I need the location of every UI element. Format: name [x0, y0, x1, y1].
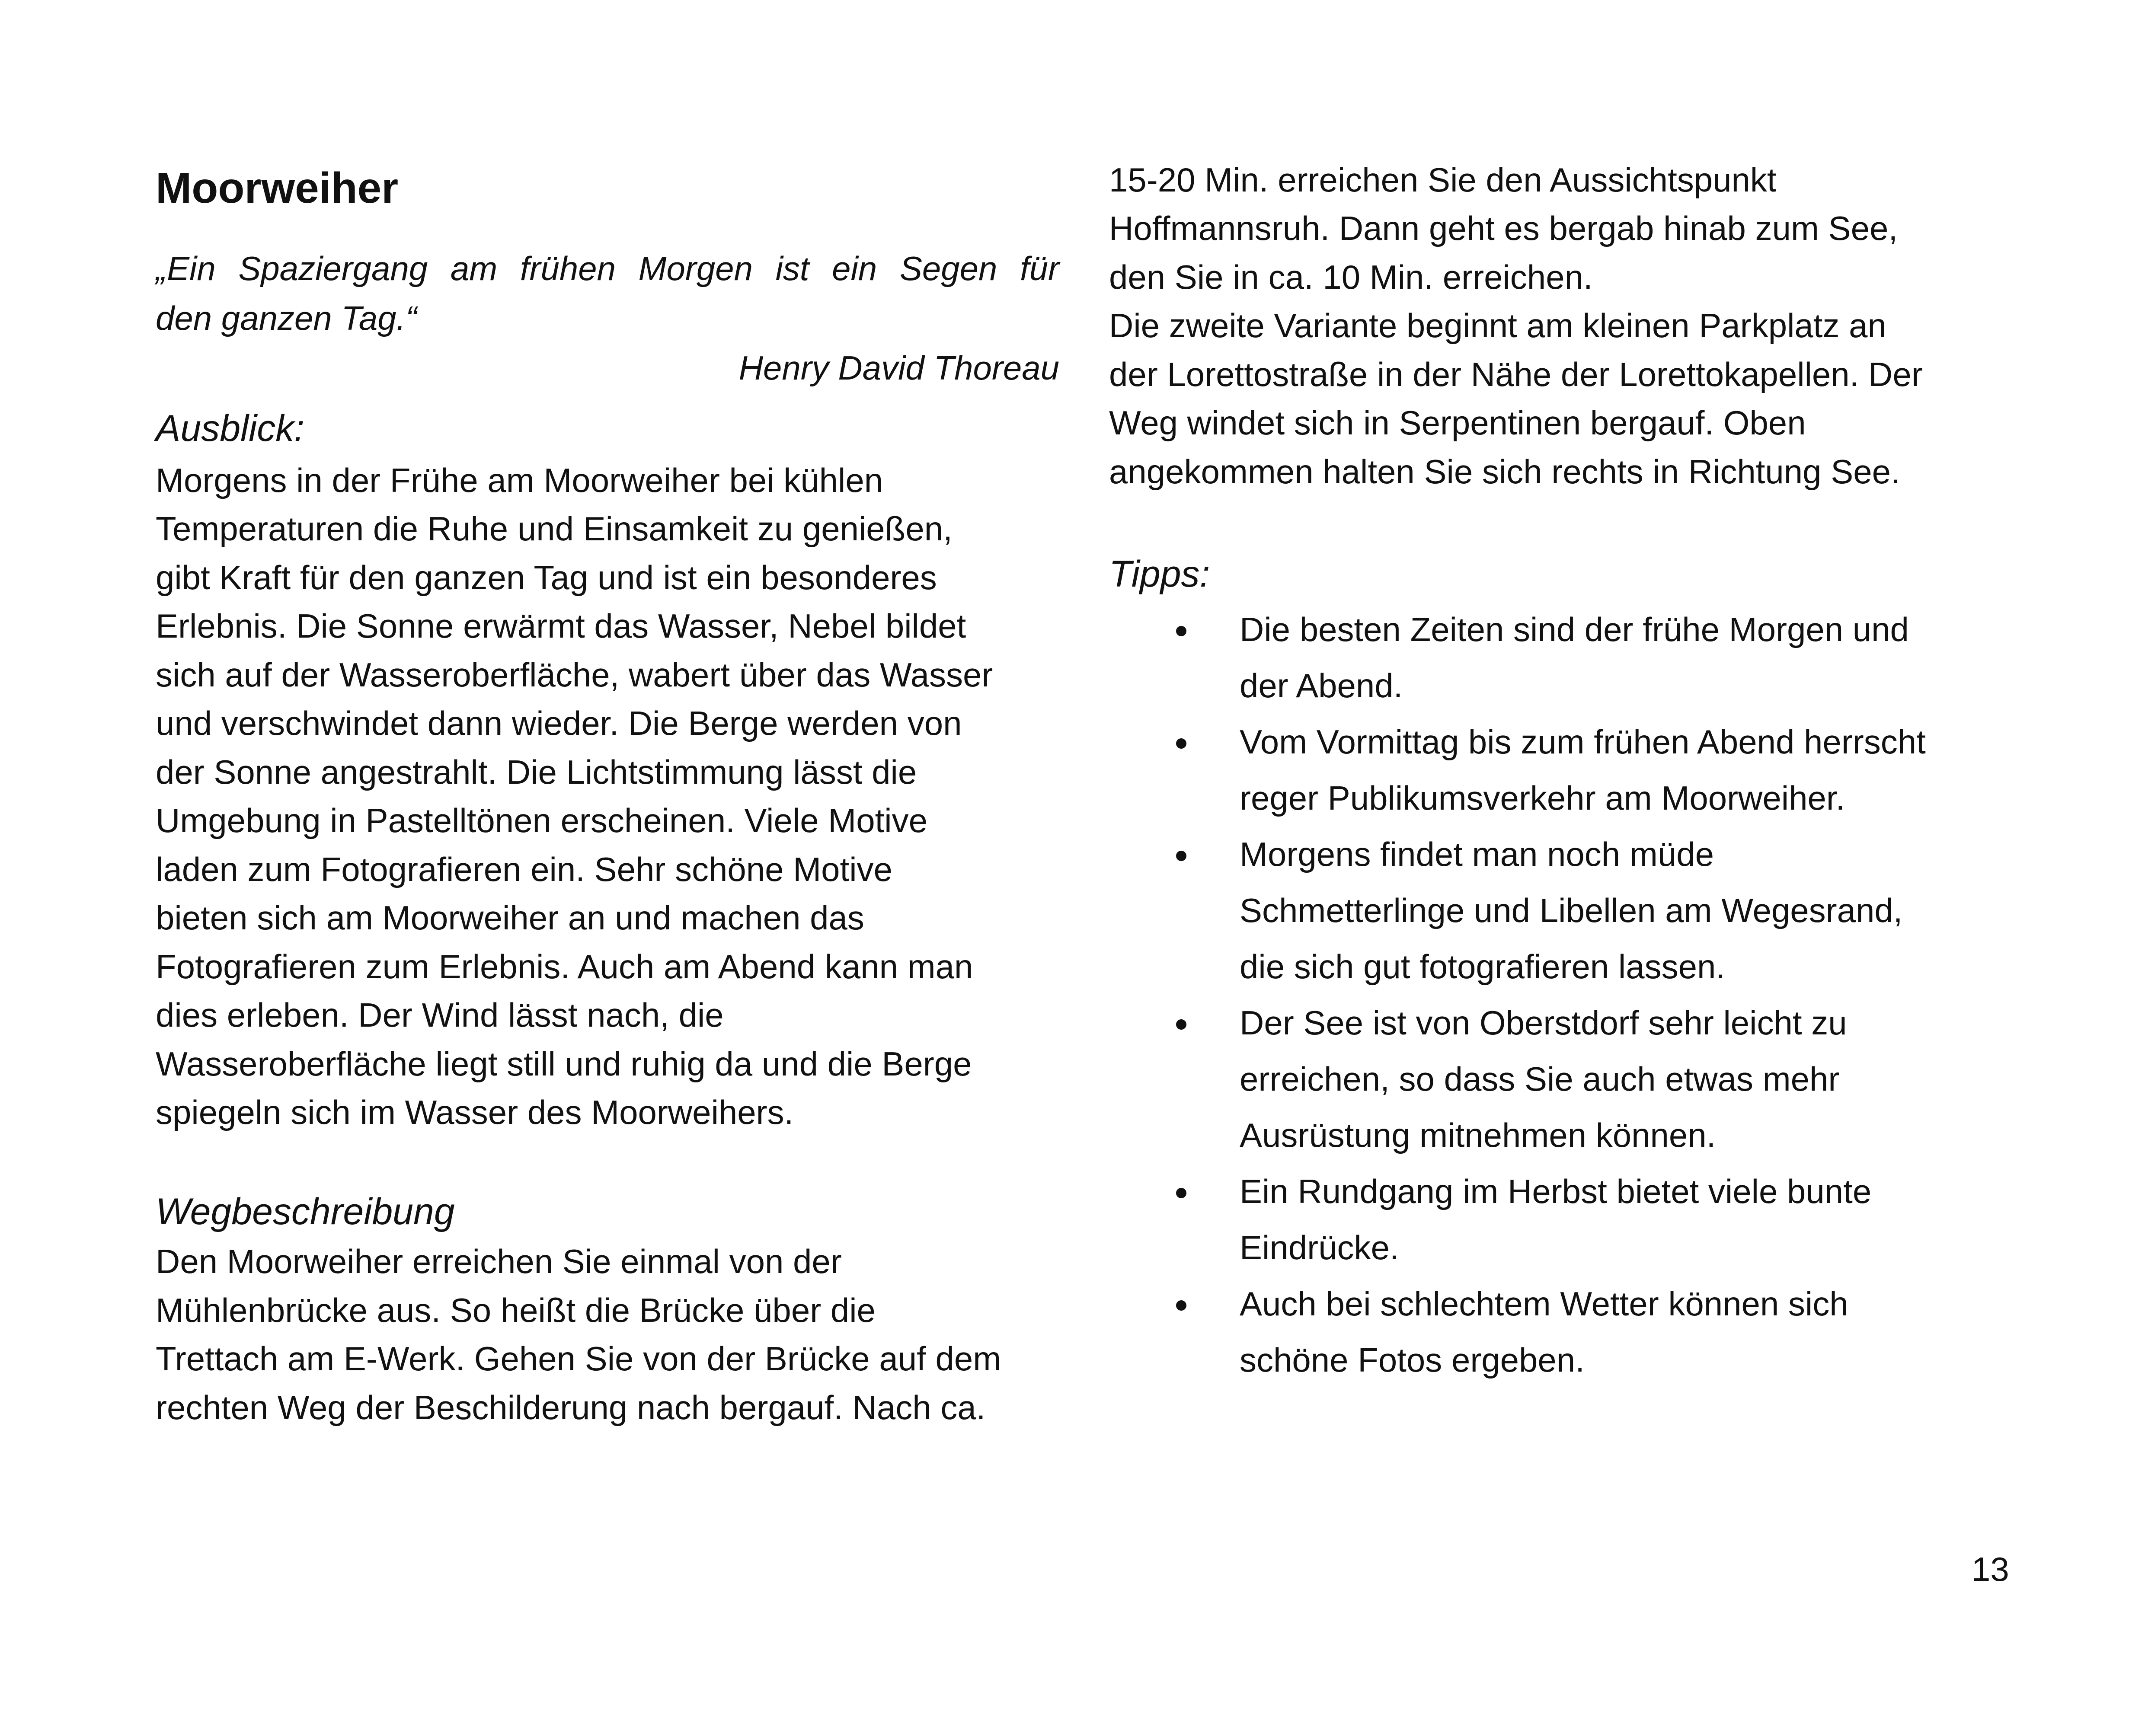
section-heading-ausblick: Ausblick: — [156, 408, 305, 449]
body-line: Mühlenbrücke aus. So heißt die Brücke über die — [156, 1291, 876, 1329]
body-line: Hoffmannsruh. Dann geht es bergab hinab zum See, — [1109, 209, 1898, 247]
body-line: den Sie in ca. 10 Min. erreichen. — [1109, 258, 1593, 296]
bullet-icon — [1176, 1019, 1186, 1030]
body-line: Die zweite Variante beginnt am kleinen Parkplatz an — [1109, 306, 1886, 345]
tip-text-line: Ausrüstung mitnehmen können. — [1240, 1116, 1716, 1154]
tip-text-line: Der See ist von Oberstdorf sehr leicht zu — [1240, 1004, 1847, 1042]
body-line: Trettach am E-Werk. Gehen Sie von der Brücke auf dem — [156, 1340, 1001, 1378]
page-title: Moorweiher — [156, 164, 399, 212]
tip-text-line: der Abend. — [1240, 667, 1403, 705]
section-heading-wegbeschreibung: Wegbeschreibung — [156, 1191, 455, 1232]
section-heading-tipps: Tipps: — [1109, 553, 1210, 595]
body-line: dies erleben. Der Wind lässt nach, die — [156, 996, 724, 1034]
body-line: sich auf der Wasseroberfläche, wabert über das Wasser — [156, 656, 993, 694]
body-line: 15-20 Min. erreichen Sie den Aussichtspunkt — [1109, 161, 1777, 199]
tip-text-line: schöne Fotos ergeben. — [1240, 1341, 1585, 1379]
body-line: laden zum Fotografieren ein. Sehr schöne Motive — [156, 850, 892, 888]
tip-text-line: erreichen, so dass Sie auch etwas mehr — [1240, 1060, 1840, 1098]
tip-text-line: Ein Rundgang im Herbst bietet viele bunte — [1240, 1172, 1872, 1210]
body-line: rechten Weg der Beschilderung nach bergauf. Nach ca. — [156, 1388, 986, 1426]
tip-text-line: Eindrücke. — [1240, 1229, 1399, 1267]
body-line: angekommen halten Sie sich rechts in Richtung See. — [1109, 453, 1900, 491]
body-line: der Lorettostraße in der Nähe der Lorettokapellen. Der — [1109, 355, 1923, 393]
tip-text-line: Die besten Zeiten sind der frühe Morgen und — [1240, 610, 1909, 648]
tip-text-line: Morgens findet man noch müde — [1240, 835, 1714, 873]
tip-text-line: Vom Vormittag bis zum frühen Abend herrscht — [1240, 723, 1926, 761]
body-line: bieten sich am Moorweiher an und machen das — [156, 899, 864, 937]
body-line: Weg windet sich in Serpentinen bergauf. Oben — [1109, 404, 1806, 442]
bullet-icon — [1176, 851, 1186, 861]
tip-text-line: Auch bei schlechtem Wetter können sich — [1240, 1285, 1848, 1323]
body-line: Wasseroberfläche liegt still und ruhig da und die Berge — [156, 1045, 972, 1083]
body-line: Den Moorweiher erreichen Sie einmal von der — [156, 1242, 842, 1280]
bullet-icon — [1176, 626, 1186, 636]
bullet-icon — [1176, 738, 1186, 749]
body-line: der Sonne angestrahlt. Die Lichtstimmung lässt die — [156, 753, 917, 791]
body-line: spiegeln sich im Wasser des Moorweihers. — [156, 1093, 794, 1131]
quote-author: Henry David Thoreau — [738, 349, 1059, 387]
bullet-icon — [1176, 1300, 1186, 1311]
quote-line: „Ein Spaziergang am frühen Morgen ist ein Segen für — [156, 249, 1059, 287]
tip-text-line: reger Publikumsverkehr am Moorweiher. — [1240, 779, 1845, 817]
body-line: Umgebung in Pastelltönen erscheinen. Viele Motive — [156, 801, 927, 839]
body-line: Erlebnis. Die Sonne erwärmt das Wasser, Nebel bildet — [156, 607, 966, 645]
bullet-icon — [1176, 1188, 1186, 1198]
page-number: 13 — [1972, 1550, 2009, 1588]
body-line: Temperaturen die Ruhe und Einsamkeit zu genießen, — [156, 510, 953, 548]
tip-text-line: die sich gut fotografieren lassen. — [1240, 948, 1726, 986]
body-line: Morgens in der Frühe am Moorweiher bei kühlen — [156, 461, 883, 499]
body-line: und verschwindet dann wieder. Die Berge werden von — [156, 704, 962, 742]
quote-line: den ganzen Tag.“ — [156, 299, 417, 337]
tip-text-line: Schmetterlinge und Libellen am Wegesrand, — [1240, 891, 1903, 929]
body-line: Fotografieren zum Erlebnis. Auch am Abend kann man — [156, 948, 973, 986]
body-line: gibt Kraft für den ganzen Tag und ist ein besonderes — [156, 558, 937, 597]
